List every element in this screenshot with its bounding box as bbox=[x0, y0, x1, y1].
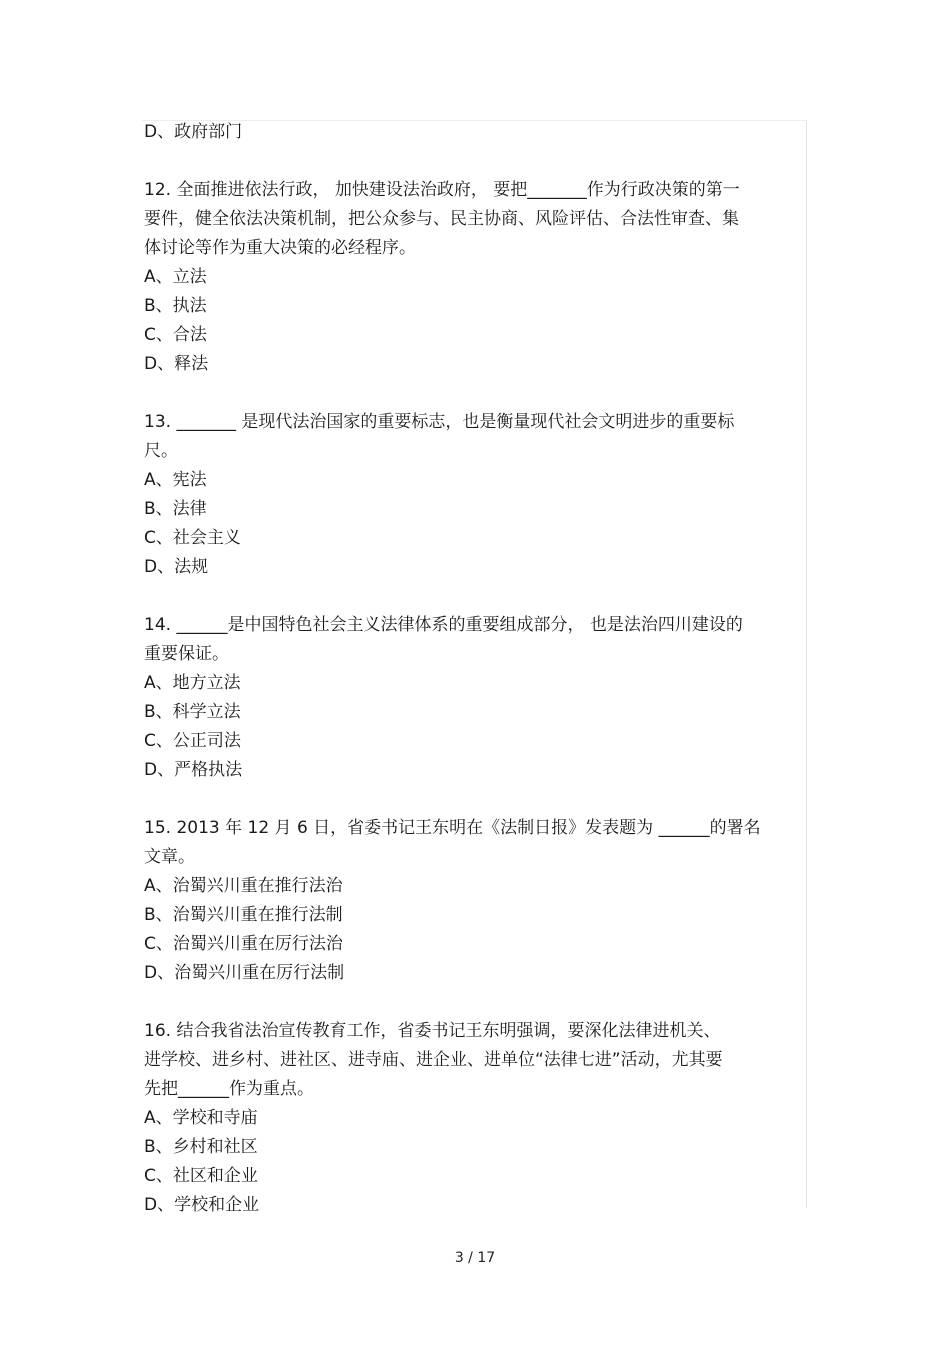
option-c: C、社会主义 bbox=[144, 528, 241, 548]
question-13 bbox=[144, 408, 808, 582]
option-c: C、治蜀兴川重在厉行法治 bbox=[144, 934, 343, 954]
option-b: B、治蜀兴川重在推行法制 bbox=[144, 905, 343, 925]
option-b: B、乡村和社区 bbox=[144, 1137, 258, 1157]
option-a: A、治蜀兴川重在推行法治 bbox=[144, 876, 343, 896]
option-d: D、严格执法 bbox=[144, 760, 243, 780]
question-text-line: 尺。 bbox=[144, 441, 178, 461]
question-16 bbox=[144, 1017, 808, 1220]
option-a: A、立法 bbox=[144, 267, 207, 287]
question-12 bbox=[144, 176, 808, 379]
question-text-line: 进学校、进乡村、进社区、进寺庙、进企业、进单位“法律七进”活动，尤其要 bbox=[144, 1050, 723, 1070]
question-text-line: 13. _______ 是现代法治国家的重要标志，也是衡量现代社会文明进步的重要标 bbox=[144, 412, 735, 432]
option-line: D、政府部门 bbox=[144, 122, 243, 142]
question-text-line: 15. 2013 年 12 月 6 日，省委书记王东明在《法制日报》发表题为 ______的署名 bbox=[144, 818, 761, 838]
option-a: A、学校和寺庙 bbox=[144, 1108, 258, 1128]
option-d: D、治蜀兴川重在厉行法制 bbox=[144, 963, 345, 983]
option-d: D、法规 bbox=[144, 557, 209, 577]
option-b: B、科学立法 bbox=[144, 702, 241, 722]
option-a: A、地方立法 bbox=[144, 673, 241, 693]
question-14 bbox=[144, 611, 808, 785]
question-text-line: 先把______作为重点。 bbox=[144, 1079, 314, 1099]
question-text-line: 体讨论等作为重大决策的必经程序。 bbox=[144, 238, 416, 258]
question-text-line: 16. 结合我省法治宣传教育工作，省委书记王东明强调，要深化法律进机关、 bbox=[144, 1021, 721, 1041]
page-number: 3 / 17 bbox=[454, 1250, 496, 1266]
option-c: C、公正司法 bbox=[144, 731, 241, 751]
question-text-line: 文章。 bbox=[144, 847, 195, 867]
option-d: D、释法 bbox=[144, 354, 209, 374]
question-text-line: 12. 全面推进依法行政， 加快建设法治政府， 要把_______作为行政决策的第一 bbox=[144, 180, 740, 200]
question-text-line: 重要保证。 bbox=[144, 644, 229, 664]
option-d: D、学校和企业 bbox=[144, 1195, 260, 1215]
option-c: C、合法 bbox=[144, 325, 207, 345]
option-a: A、宪法 bbox=[144, 470, 207, 490]
question-text-line: 要件，健全依法决策机制，把公众参与、民主协商、风险评估、合法性审查、集 bbox=[144, 209, 739, 229]
option-c: C、社区和企业 bbox=[144, 1166, 258, 1186]
document-body bbox=[144, 118, 808, 1220]
option-b: B、法律 bbox=[144, 499, 207, 519]
option-b: B、执法 bbox=[144, 296, 207, 316]
question-text-line: 14. ______是中国特色社会主义法律体系的重要组成部分， 也是法治四川建设的 bbox=[144, 615, 743, 635]
question-15 bbox=[144, 814, 808, 988]
